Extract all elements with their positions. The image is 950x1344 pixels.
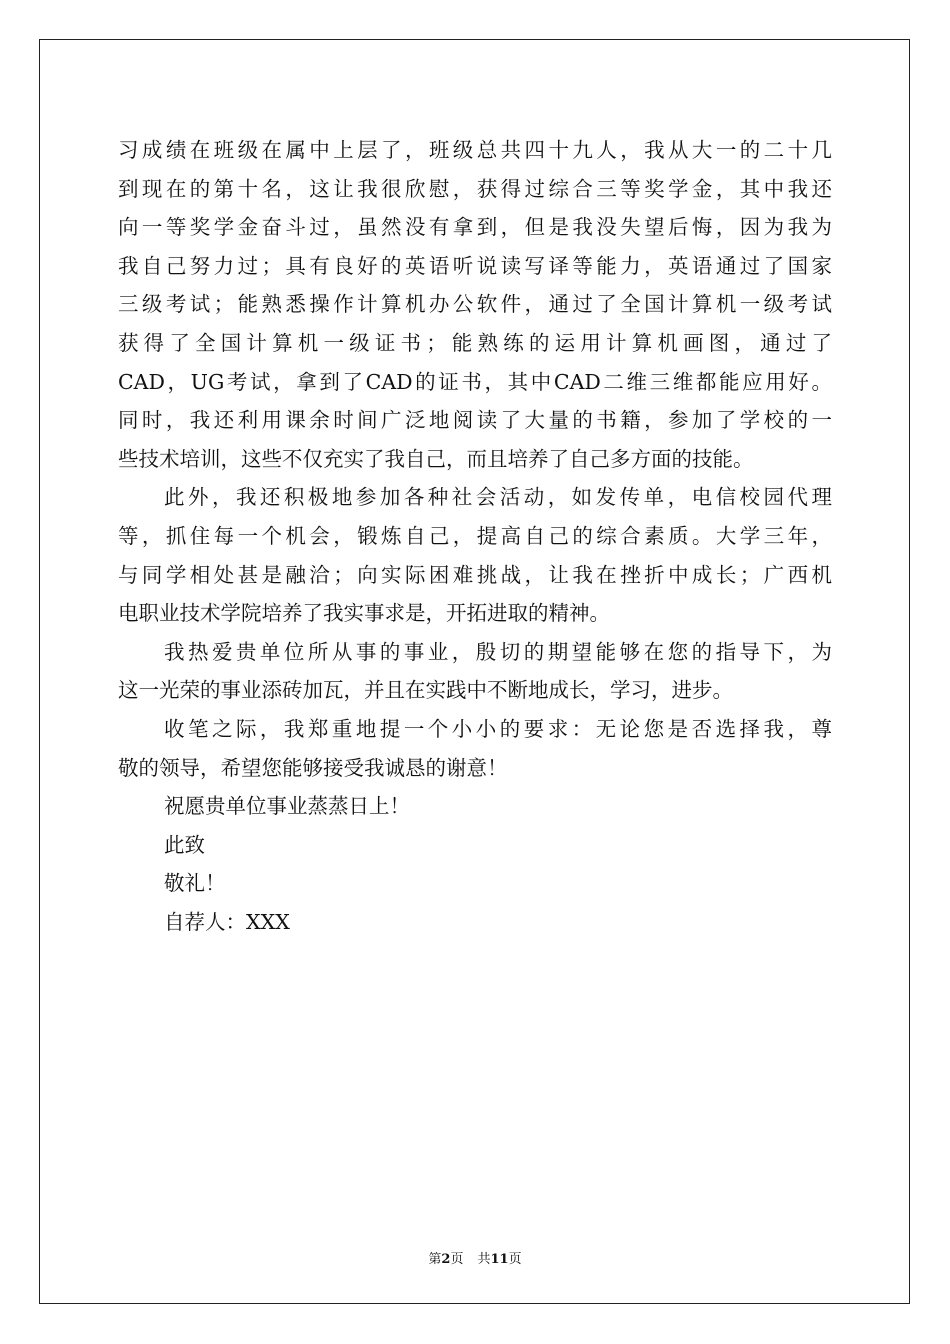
text-line: 与同学相处甚是融洽；向实际困难挑战，让我在挫折中成长；广西机 <box>118 562 832 587</box>
text-line: 敬礼！ <box>164 871 226 896</box>
paragraph <box>118 710 832 787</box>
text-line: 敬的领导，希望您能够接受我诚恳的谢意！ <box>118 755 508 780</box>
text-line: 自荐人：XXX <box>164 909 290 934</box>
text-line: 获得了全国计算机一级证书；能熟练的运用计算机画图，通过了 <box>118 330 832 355</box>
paragraph <box>118 826 832 865</box>
paragraph <box>118 787 832 826</box>
text-line: 祝愿贵单位事业蒸蒸日上！ <box>164 794 410 819</box>
text-line: 习成绩在班级在属中上层了，班级总共四十九人，我从大一的二十几 <box>118 138 832 162</box>
text-line: 到现在的第十名，这让我很欣慰，获得过综合三等奖学金，其中我还 <box>118 176 832 201</box>
footer-total-suffix: 页 <box>508 1252 522 1267</box>
footer-total-pages: 11 <box>490 1252 509 1267</box>
text-line: 等，抓住每一个机会，锻炼自己，提高自己的综合素质。大学三年， <box>118 523 832 548</box>
footer-page-number: 2 <box>441 1252 451 1267</box>
text-line: 三级考试；能熟悉操作计算机办公软件，通过了全国计算机一级考试 <box>118 292 832 317</box>
text-line: 收笔之际，我郑重地提一个小小的要求：无论您是否选择我，尊 <box>164 716 832 741</box>
text-line: 我自己努力过；具有良好的英语听说读写译等能力，英语通过了国家 <box>118 253 832 278</box>
paragraph <box>118 478 832 632</box>
page-footer <box>0 1248 950 1267</box>
text-line: 此致 <box>164 832 205 857</box>
text-line: 此外，我还积极地参加各种社会活动，如发传单，电信校园代理 <box>164 485 832 510</box>
text-line: 同时，我还利用课余时间广泛地阅读了大量的书籍，参加了学校的一 <box>118 408 832 433</box>
document-body <box>118 131 832 941</box>
text-line: 些技术培训，这些不仅充实了我自己，而且培养了自己多方面的技能。 <box>118 446 754 471</box>
paragraph <box>118 903 832 942</box>
footer-page-prefix: 第 <box>428 1252 442 1267</box>
text-line: 这一光荣的事业添砖加瓦，并且在实践中不断地成长，学习，进步。 <box>118 678 733 703</box>
paragraph <box>118 633 832 710</box>
footer-page-suffix: 页 <box>450 1252 464 1267</box>
text-line: 我热爱贵单位所从事的事业，殷切的期望能够在您的指导下，为 <box>164 639 832 664</box>
paragraph <box>118 131 832 478</box>
text-line: 向一等奖学金奋斗过，虽然没有拿到，但是我没失望后悔，因为我为 <box>118 215 832 240</box>
paragraph <box>118 864 832 903</box>
text-line: 电职业技术学院培养了我实事求是，开拓进取的精神。 <box>118 601 610 626</box>
text-line: CAD，UG考试，拿到了CAD的证书，其中CAD二维三维都能应用好。 <box>118 369 832 394</box>
footer-total-prefix: 共 <box>477 1252 491 1267</box>
